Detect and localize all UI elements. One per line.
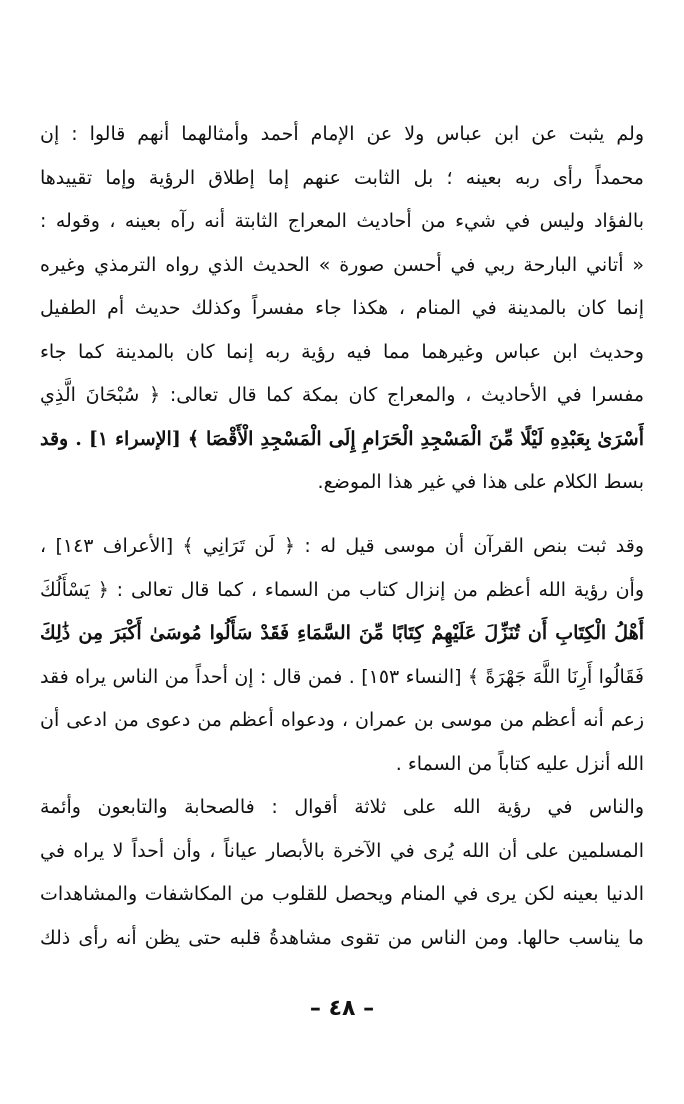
text-line: وقد ثبت بنص القرآن أن موسى قيل له : ﴿ لَن تَرَانِي ﴾ [الأعراف ١٤٣] ، <box>40 535 644 557</box>
text-line: فَقَالُوا أَرِنَا اللَّهَ جَهْرَةً ﴾ [النساء ١٥٣] . فمن قال : إن أحداً من الناس يراه فقد <box>40 665 644 688</box>
page-number: – ٤٨ – <box>309 996 375 1021</box>
text-line: زعم أنه أعظم من موسى بن عمران ، ودعواه أعظم من دعوى من ادعى أن <box>40 709 644 731</box>
text-line: بالفؤاد وليس في شيء من أحاديث المعراج الثابتة أنه رآه بعينه ، وقوله : <box>40 210 644 232</box>
paragraph-2 <box>40 525 644 786</box>
text-line: وحديث ابن عباس وغيرهما مما فيه رؤية ربه إنما كان بالمدينة كما جاء <box>40 340 644 363</box>
text-line: محمداً رأى ربه بعينه ؛ بل الثابت عنهم إما إطلاق الرؤية وإما تقييدها <box>40 166 644 189</box>
paragraph-1 <box>40 113 644 505</box>
text-line: « أتاني البارحة ربي في أحسن صورة » الحديث الذي رواه الترمذي وغيره <box>40 253 644 276</box>
text-line: والناس في رؤية الله على ثلاثة أقوال : فالصحابة والتابعون وأئمة <box>40 796 644 818</box>
quran-verse-line: أَهْلُ الْكِتَابِ أَن تُنَزِّلَ عَلَيْهِمْ كِتَابًا مِّنَ السَّمَاءِ فَقَدْ سَأَلُوا مُوسَىٰ أَكْبَرَ مِن ذَٰلِكَ <box>40 622 644 644</box>
text-line: الدنيا بعينه لكن يرى في المنام ويحصل للقلوب من المكاشفات والمشاهدات <box>40 883 644 905</box>
text-line: الله أنزل عليه كتاباً من السماء . <box>395 752 644 775</box>
paragraph-3 <box>40 786 644 960</box>
text-line: ما يناسب حالها. ومن الناس من تقوى مشاهدةُ قلبه حتى يظن أنه رأى ذلك <box>40 926 644 949</box>
text-line: ولم يثبت عن ابن عباس ولا عن الإمام أحمد وأمثالهما أنهم قالوا : إن <box>40 123 644 145</box>
quran-verse-line: أَسْرَىٰ بِعَبْدِهِ لَيْلًا مِّنَ الْمَسْجِدِ الْحَرَامِ إِلَى الْمَسْجِدِ الْأَقْصَا ﴾ [الإسراء ١] . وقد <box>40 427 644 450</box>
text-line: بسط الكلام على هذا في غير هذا الموضع. <box>317 471 644 493</box>
text-line: وأن رؤية الله أعظم من إنزال كتاب من السماء ، كما قال تعالى : ﴿ يَسْأَلُكَ <box>40 578 644 601</box>
text-line: إنما كان بالمدينة في المنام ، هكذا جاء مفسراً وكذلك حديث أم الطفيل <box>40 297 644 319</box>
text-line: المسلمين على أن الله يُرى في الآخرة بالأبصار عياناً ، وأن أحداً لا يراه في <box>40 839 644 862</box>
text-line: مفسرا في الأحاديث ، والمعراج كان بمكة كما قال تعالى: ﴿ سُبْحَانَ الَّذِي <box>40 384 644 406</box>
